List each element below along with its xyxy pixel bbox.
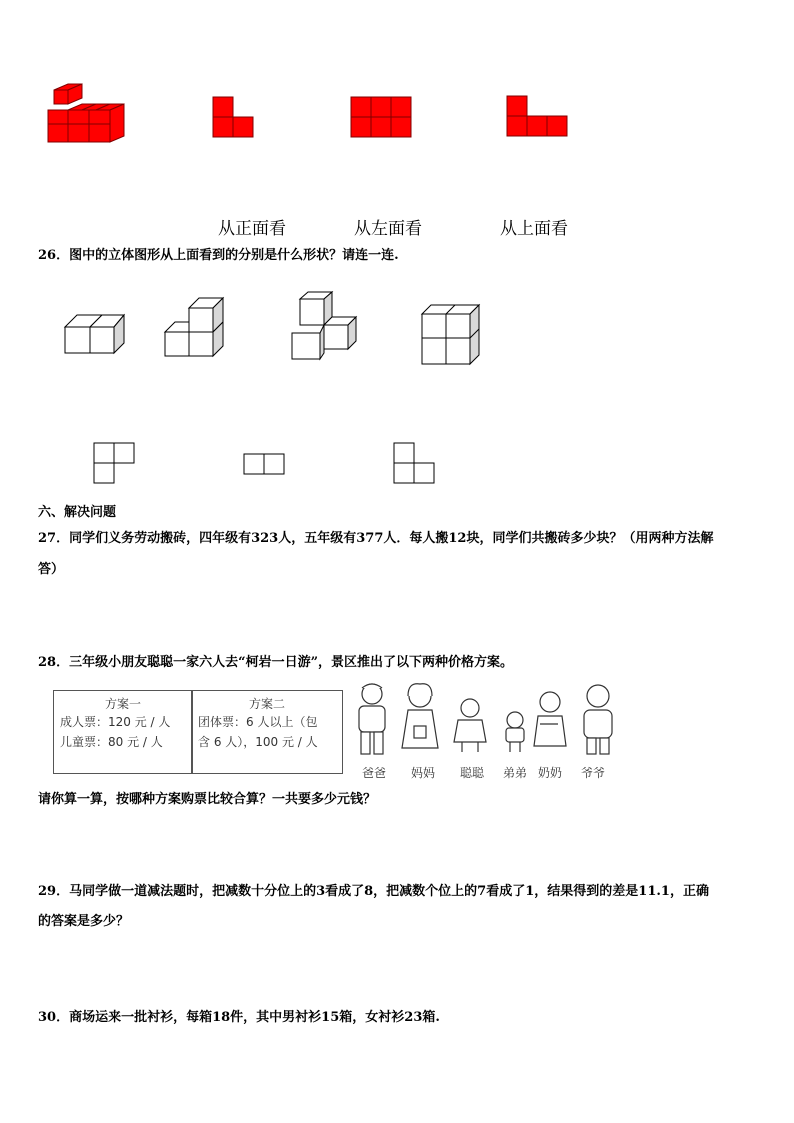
plan-1-adult-price: 成人票：120 元 / 人 [60,715,171,729]
label-front-view: 从正面看 [218,219,286,239]
family-name-dad: 爸爸 [362,766,387,780]
price-plan-1 [53,690,193,774]
question-29-line2: 的答案是多少？ [38,914,130,929]
grandma-figure [534,692,566,746]
flat-shape-3 [393,442,437,486]
section-6-title: 六、解决问题 [38,505,117,520]
mom-figure [402,684,438,748]
question-27-line1: 27．同学们义务劳动搬砖，四年级有323人，五年级有377人．每人搬12块，同学们共搬砖多少块？（用两种方法解 [38,531,714,546]
question-28-prompt: 请你算一算，按哪种方案购票比较合算？一共要多少元钱？ [38,792,377,807]
plan-1-title: 方案一 [104,697,141,711]
question-28: 28．三年级小朋友聪聪一家六人去“柯岩一日游”，景区推出了以下两种价格方案。 [38,655,514,670]
solid-figure-1 [64,312,126,356]
family-illustration [350,682,625,764]
label-top-view: 从上面看 [500,219,568,239]
family-name-congcong: 聪聪 [460,766,485,780]
solid-figure-4 [420,304,484,368]
congcong-figure [454,699,486,752]
flat-shape-1 [93,442,137,486]
price-plan-2 [191,690,343,774]
grandpa-figure [584,685,612,754]
brother-figure [506,712,524,752]
family-name-grandma: 奶奶 [538,766,563,780]
label-left-view: 从左面看 [354,219,422,239]
plan-2-line1: 团体票：6 人以上（包 [198,715,318,729]
front-view-shape [212,96,256,140]
question-30: 30．商场运来一批衬衫，每箱18件，其中男衬衫15箱，女衬衫23箱. [38,1010,440,1025]
question-27-line2: 答） [38,562,65,577]
family-name-grandpa: 爷爷 [581,766,606,780]
question-26: 26．图中的立体图形从上面看到的分别是什么形状？请连一连. [38,248,399,263]
top-view-shape [506,95,570,139]
left-view-shape [350,96,414,140]
solid-figure-2 [164,296,226,358]
flat-shape-2 [243,453,287,477]
plan-1-child-price: 儿童票：80 元 / 人 [60,735,163,749]
family-name-mom: 妈妈 [411,766,436,780]
red-cube-figure [44,84,126,146]
solid-figure-3 [290,291,360,361]
question-29-line1: 29．马同学做一道减法题时，把减数十分位上的3看成了8，把减数个位上的7看成了1，结果得到的差是11.1，正确 [38,884,709,899]
dad-figure [359,684,385,754]
plan-2-line2: 含 6 人），100 元 / 人 [198,735,318,749]
plan-2-title: 方案二 [248,697,285,711]
family-name-brother: 弟弟 [503,766,528,780]
